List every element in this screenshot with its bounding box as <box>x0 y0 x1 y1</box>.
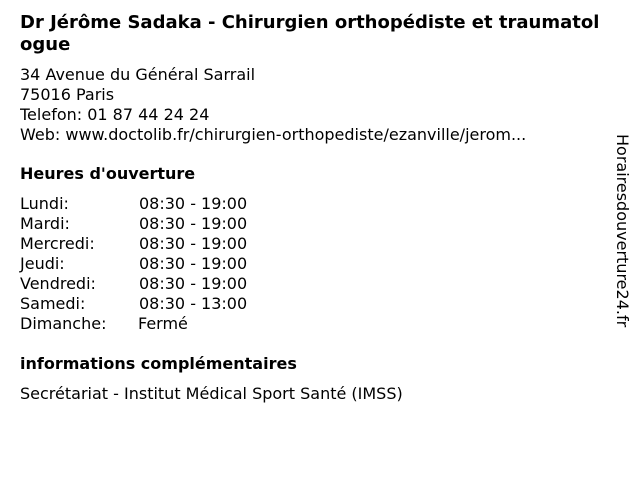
phone: Telefon: 01 87 44 24 24 <box>20 105 210 124</box>
time-value: 08:30 - 19:00 <box>139 194 248 213</box>
day-label: Vendredi: <box>20 274 96 293</box>
day-label: Mardi: <box>20 214 70 233</box>
hours-row-saturday <box>20 294 247 314</box>
opening-hours-table <box>20 194 247 334</box>
watermark-text: Horairesdouverture24.fr <box>613 134 632 328</box>
day-label: Dimanche: <box>20 314 107 333</box>
time-value: 08:30 - 19:00 <box>139 254 248 273</box>
website: Web: www.doctolib.fr/chirurgien-orthopediste/ezanville/jerom... <box>20 125 527 144</box>
time-value: 08:30 - 19:00 <box>139 274 248 293</box>
hours-row-friday <box>20 274 247 294</box>
opening-hours-heading: Heures d'ouverture <box>20 164 196 183</box>
hours-row-monday <box>20 194 247 214</box>
hours-row-thursday <box>20 254 247 274</box>
address-block <box>20 65 605 145</box>
city: 75016 Paris <box>20 85 115 104</box>
day-label: Jeudi: <box>20 254 65 273</box>
time-value: Fermé <box>138 314 188 333</box>
time-value: 08:30 - 19:00 <box>139 214 248 233</box>
day-label: Samedi: <box>20 294 86 313</box>
additional-info-text: Secrétariat - Institut Médical Sport Santé (IMSS) <box>20 384 403 403</box>
hours-row-wednesday <box>20 234 247 254</box>
additional-info-heading: informations complémentaires <box>20 354 297 373</box>
hours-row-sunday <box>20 314 247 334</box>
day-label: Lundi: <box>20 194 69 213</box>
time-value: 08:30 - 13:00 <box>139 294 248 313</box>
street-address: 34 Avenue du Général Sarrail <box>20 65 256 84</box>
business-title: Dr Jérôme Sadaka - Chirurgien orthopédiste et traumatologue <box>20 12 600 55</box>
hours-row-tuesday <box>20 214 247 234</box>
day-label: Mercredi: <box>20 234 95 253</box>
time-value: 08:30 - 19:00 <box>139 234 248 253</box>
